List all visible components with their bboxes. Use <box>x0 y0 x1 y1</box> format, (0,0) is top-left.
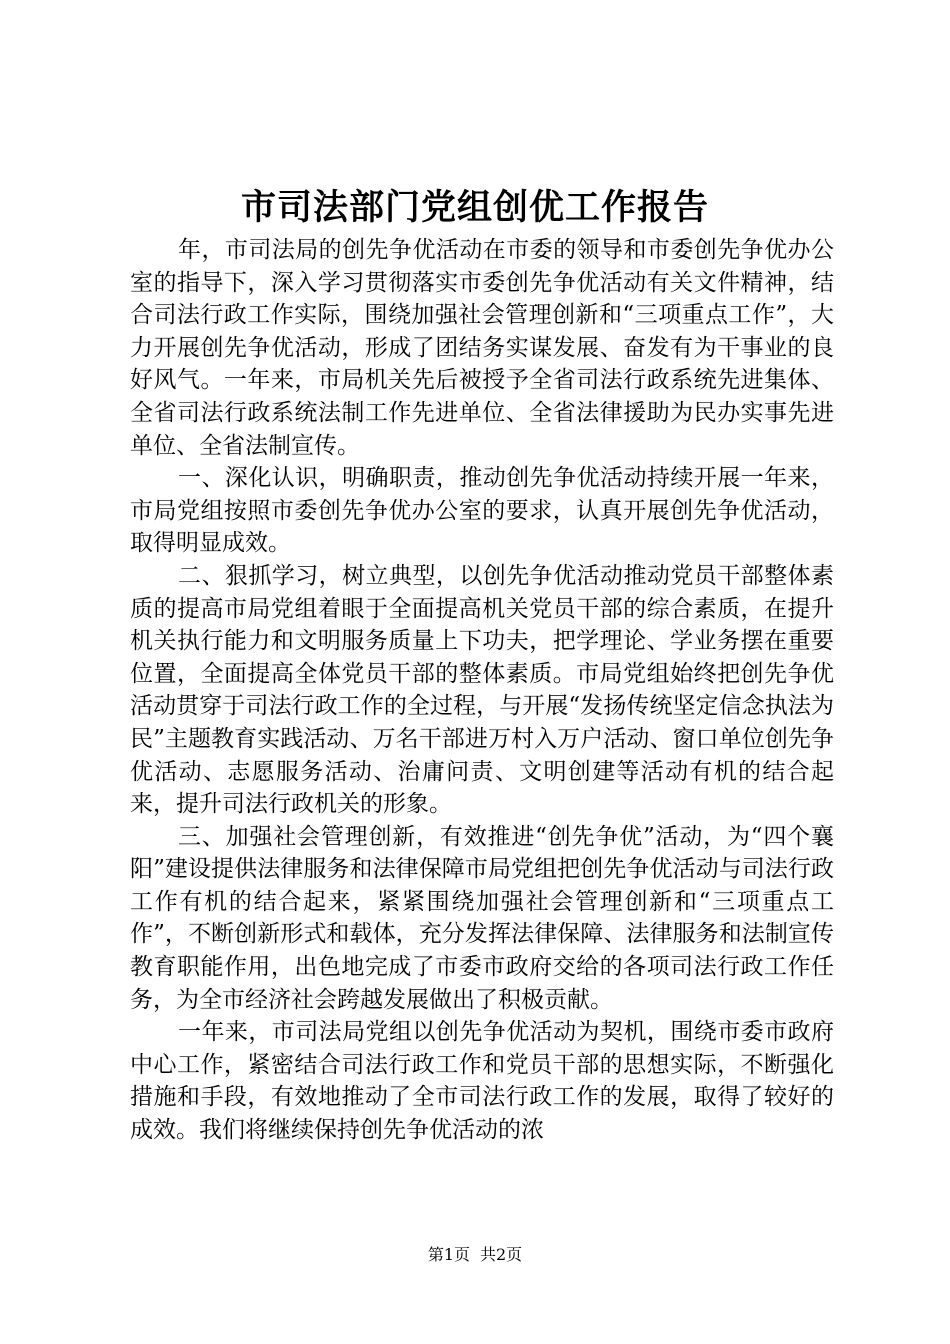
page-footer <box>0 1244 950 1266</box>
paragraph-summary: 一年来，市司法局党组以创先争优活动为契机，围绕市委市政府中心工作，紧密结合司法行政工作和党员干部的思想实际，不断强化措施和手段，有效地推动了全市司法行政工作的发展，取得了较好的成效。我们将继续保持创先争优活动的浓 <box>130 1019 834 1144</box>
paragraph-section-2: 二、狠抓学习，树立典型，以创先争优活动推动党员干部整体素质的提高市局党组着眼于全面提高机关党员干部的综合素质，在提升机关执行能力和文明服务质量上下功夫，把学理论、学业务摆在重要位置，全面提高全体党员干部的整体素质。市局党组始终把创先争优活动贯穿于司法行政工作的全过程，与开展“发扬传统坚定信念执法为民”主题教育实践活动、万名干部进万村入万户活动、窗口单位创先争优活动、志愿服务活动、治庸问责、文明创建等活动有机的结合起来，提升司法行政机关的形象。 <box>130 562 834 818</box>
paragraph-intro: 年，市司法局的创先争优活动在市委的领导和市委创先争优办公室的指导下，深入学习贯彻落实市委创先争优活动有关文件精神，结合司法行政工作实际，围绕加强社会管理创新和“三项重点工作”，大力开展创先争优活动，形成了团结务实谋发展、奋发有为干事业的良好风气。一年来，市局机关先后被授予全省司法行政系统先进集体、全省司法行政系统法制工作先进单位、全省法律援助为民办实事先进单位、全省法制宣传。 <box>130 237 834 459</box>
paragraph-section-3: 三、加强社会管理创新，有效推进“创先争优”活动，为“四个襄阳”建设提供法律服务和法律保障市局党组把创先争优活动与司法行政工作有机的结合起来，紧紧围绕加强社会管理创新和“三项重点工作”，不断创新形式和载体，充分发挥法律保障、法律服务和法制宣传教育职能作用，出色地完成了市委市政府交给的各项司法行政工作任务，为全市经济社会跨越发展做出了积极贡献。 <box>130 823 834 1013</box>
page-total: 共2页 <box>480 1245 523 1264</box>
paragraph-section-1: 一、深化认识，明确职责，推动创先争优活动持续开展一年来，市局党组按照市委创先争优办公室的要求，认真开展创先争优活动，取得明显成效。 <box>130 465 834 557</box>
document-body <box>130 234 834 1147</box>
document-title: 市司法部门党组创优工作报告 <box>240 187 709 228</box>
page-number: 第1页 <box>427 1245 470 1264</box>
